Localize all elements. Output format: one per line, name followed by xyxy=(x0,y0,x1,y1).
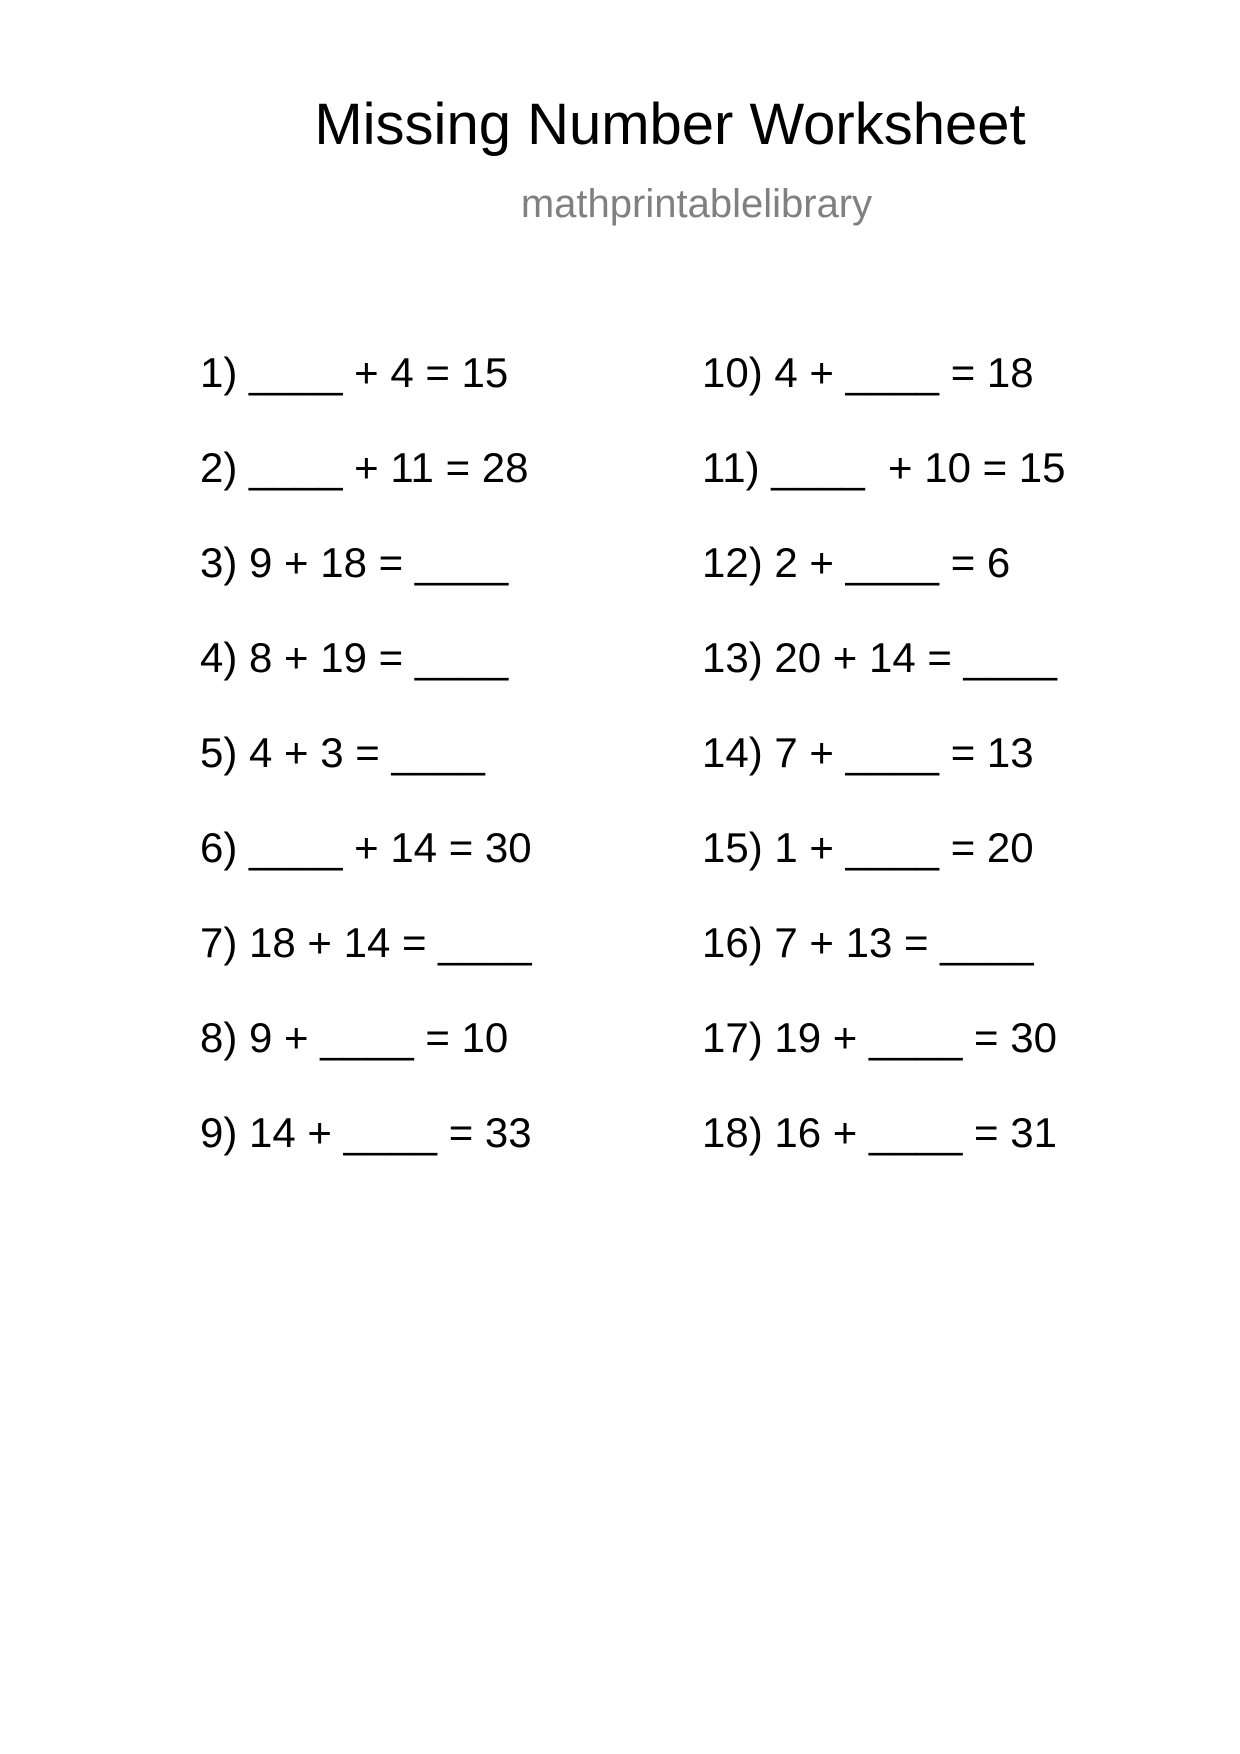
problem-15: 15) 1 + ____ = 20 xyxy=(702,824,1034,871)
worksheet-title: Missing Number Worksheet xyxy=(314,92,1026,157)
problem-10: 10) 4 + ____ = 18 xyxy=(702,349,1034,396)
problem-12: 12) 2 + ____ = 6 xyxy=(702,539,1011,586)
problems-left-column xyxy=(200,349,532,1207)
problem-17: 17) 19 + ____ = 30 xyxy=(702,1014,1057,1061)
problem-7: 7) 18 + 14 = ____ xyxy=(200,919,532,966)
problem-6: 6) ____ + 14 = 30 xyxy=(200,824,532,871)
problem-11: 11) ____ + 10 = 15 xyxy=(702,444,1066,491)
worksheet-source: mathprintablelibrary xyxy=(520,182,873,226)
problem-3: 3) 9 + 18 = ____ xyxy=(200,539,509,586)
problem-1: 1) ____ + 4 = 15 xyxy=(200,349,509,396)
problem-2: 2) ____ + 11 = 28 xyxy=(200,444,529,491)
problem-5: 5) 4 + 3 = ____ xyxy=(200,729,485,776)
problem-13: 13) 20 + 14 = ____ xyxy=(702,634,1057,681)
problem-18: 18) 16 + ____ = 31 xyxy=(702,1109,1057,1156)
problem-8: 8) 9 + ____ = 10 xyxy=(200,1014,509,1061)
problem-4: 4) 8 + 19 = ____ xyxy=(200,634,509,681)
problem-14: 14) 7 + ____ = 13 xyxy=(702,729,1034,776)
problems-right-column xyxy=(702,349,1066,1207)
problem-16: 16) 7 + 13 = ____ xyxy=(702,919,1034,966)
problem-9: 9) 14 + ____ = 33 xyxy=(200,1109,532,1156)
